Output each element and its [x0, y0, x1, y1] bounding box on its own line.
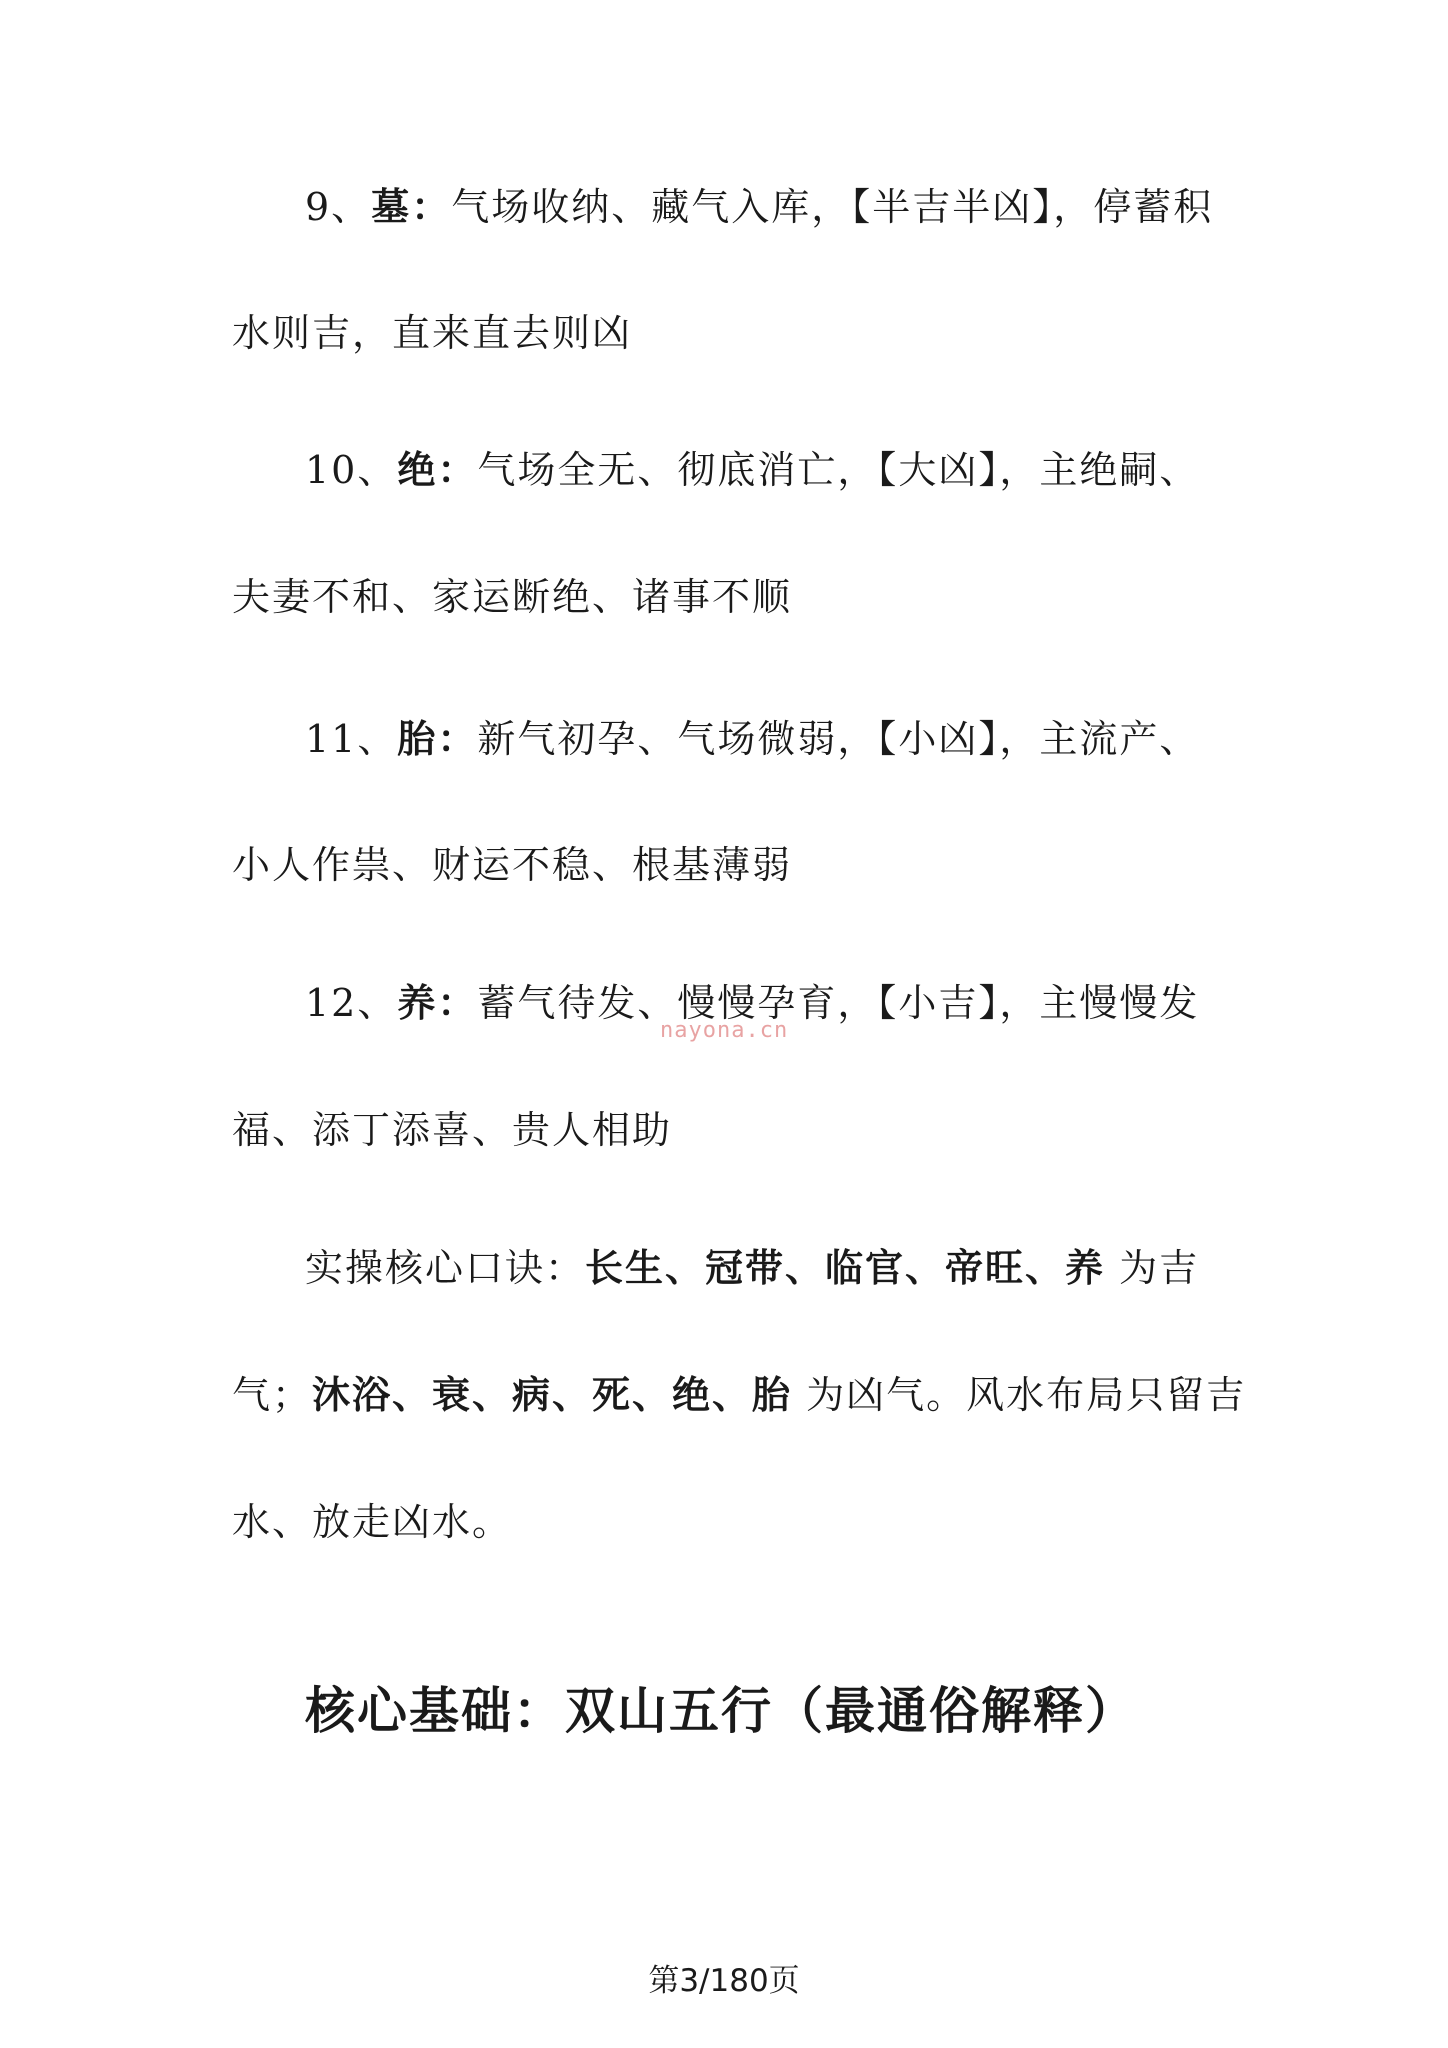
item-text: 气场全无、彻底消亡，【大凶】，主绝嗣、 — [477, 448, 1200, 492]
summary-bad-suffix: 为凶气。风水布局只留吉 — [792, 1373, 1247, 1417]
item-colon: ： — [411, 184, 452, 229]
summary-line2-prefix: 气； — [232, 1373, 313, 1417]
item-text: 气场收纳、藏气入库，【半吉半凶】，停蓄积 — [451, 185, 1214, 229]
page-number: 第3/180页 — [648, 1963, 800, 1999]
watermark: nayona.cn — [660, 1018, 789, 1043]
item-colon: ： — [437, 447, 478, 492]
item-12-line-1 — [305, 978, 1315, 1028]
item-9-line-2: 水则吉，直来直去则凶 — [232, 311, 633, 355]
item-9-line-1 — [305, 182, 1315, 232]
summary-good-suffix: 为吉 — [1105, 1246, 1200, 1290]
section-heading: 核心基础：双山五行（最通俗解释） — [305, 1682, 1137, 1740]
item-text: 蓄气待发、慢慢孕育，【小吉】，主慢慢发 — [477, 981, 1200, 1025]
item-11-line-2: 小人作祟、财运不稳、根基薄弱 — [232, 843, 793, 887]
item-number: 11、 — [305, 717, 398, 761]
item-number: 9、 — [305, 185, 372, 229]
summary-good-terms: 长生、冠带、临官、帝旺、养 — [585, 1245, 1106, 1290]
item-number: 12、 — [305, 981, 398, 1025]
summary-line-2 — [232, 1370, 1247, 1420]
item-11-line-1 — [305, 714, 1315, 764]
summary-bad-terms: 沐浴、衰、病、死、绝、胎 — [312, 1372, 793, 1417]
item-10-line-1 — [305, 445, 1315, 495]
item-text: 新气初孕、气场微弱，【小凶】，主流产、 — [477, 717, 1200, 761]
item-10-line-2: 夫妻不和、家运断绝、诸事不顺 — [232, 575, 793, 619]
item-term: 绝 — [397, 447, 438, 492]
item-term: 胎 — [397, 716, 438, 761]
item-12-line-2: 福、添丁添喜、贵人相助 — [232, 1108, 673, 1152]
summary-line-3: 水、放走凶水。 — [232, 1500, 513, 1544]
item-term: 养 — [397, 980, 438, 1025]
summary-line-1 — [305, 1243, 1315, 1293]
item-term: 墓 — [371, 184, 412, 229]
summary-lead: 实操核心口诀： — [305, 1246, 586, 1290]
item-number: 10、 — [305, 448, 398, 492]
item-colon: ： — [437, 980, 478, 1025]
item-colon: ： — [437, 716, 478, 761]
